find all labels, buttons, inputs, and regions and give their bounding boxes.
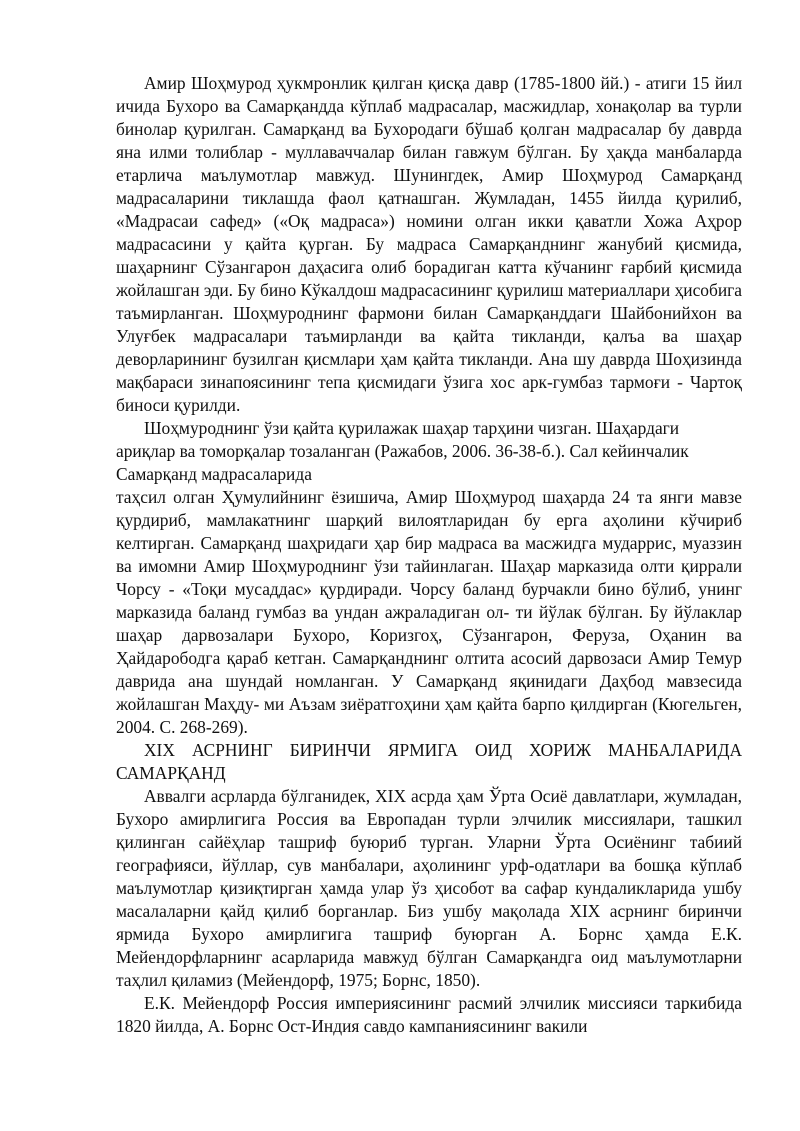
paragraph-foreign-missions: Аввалги асрларда бўлганидек, ХIХ асрда ҳам Ўрта Осиё давлатлари, жумладан, Бухоро амирлигига Россия ва Европадан турли элчилик миссиялари, ташкил қилинган сайёҳлар ташриф буюриб турган. Уларни Ўрта Осиёнинг табиий географияси, йўллар, сув манбалари, аҳолининг урф-одатлари ва бошқа кўплаб маълумотлар қизиқтирган ҳамда улар ўз ҳисобот ва сафар кундаликларида ушбу масалаларни қайд қилиб борганлар. Биз ушбу мақолада ХIХ асрнинг биринчи ярмида Бухоро амирлигига ташриф буюрган А. Борнс ҳамда Е.К. Мейендорфларнинг асарларида мавжуд бўлган Самарқандга оид маълумотларни таҳлил қиламиз (Мейендорф, 1975; Борнс, 1850).	[116, 786, 742, 990]
paragraph-shohmurod-reign: Амир Шоҳмурод ҳукмронлик қилган қисқа давр (1785-1800 йй.) - атиги 15 йил ичида Бухоро ва Самарқандда кўплаб мадрасалар, масжидлар, хонақолар ва турли бинолар қурилган. Самарқанд ва Бухородаги бўшаб қолган мадрасалар бу даврда яна илми толиблар - муллаваччалар билан гавжум бўлган. Бу ҳақда манбаларда етарлича маълумотлар мавжуд. Шунингдек, Амир Шоҳмурод Самарқанд мадрасаларини тиклашда фаол қатнашган. Жумладан, 1455 йилда қурилиб, «Мадрасаи сафед» («Оқ мадраса») номини олган икки қаватли Хожа Аҳрор мадрасасини у қайта қурган. Бу мадраса Самарқанднинг жанубий қисмида, шаҳарнинг Сўзангарон даҳасига олиб борадиган катта кўчанинг ғарбий қисмида жойлашган эди. Бу бино Кўкалдош мадрасасининг қурилиш материаллари ҳисобига таъмирланган. Шоҳмуроднинг фармони билан Самарқанддаги Шайбонийхон ва Улуғбек мадрасалари таъмирланди ва қайта тикланди, қалъа ва шаҳар деворларининг бузилган қисмлари ҳам қайта тикланди. Ана шу даврда Шоҳизинда мақбараси зинапоясининг тепа қисмидаги ўзига хос арк-гумбаз тармоғи - Чартоқ биноси қурилди.	[116, 73, 742, 415]
paragraph-humuli-account: таҳсил олган Ҳумулийнинг ёзишича, Амир Шоҳмурод шаҳарда 24 та янги мавзе қурдириб, мамлакатнинг шарқий вилоятларидан бу ерга аҳолини кўчириб келтирган. Самарқанд шаҳридаги ҳар бир мадраса ва масжидга мударрис, муаззин ва имомни Амир Шоҳмуроднинг ўзи тайинлаган. Шаҳар марказида олти қиррали Чорсу - «Тоқи мусаддас» қурдиради. Чорсу баланд бурчакли бино бўлиб, унинг марказида баланд гумбаз ва ундан ажраладиган ол- ти йўлак бўлган. Бу йўлаклар шаҳар дарвозалари Бухоро, Коризгоҳ, Сўзангарон, Феруза, Оҳанин ва Ҳайдарободга қараб кетган. Самарқанднинг олтита асосий дарвозаси Амир Темур даврида ана шундай номланган. У Самарқанд яқинидаги Даҳбод мавзесида жойлашган Маҳду- ми Аъзам зиёратгоҳини ҳам қайта барпо қилдирган (Кюгельген, 2004. С. 268-269).	[116, 487, 742, 737]
paragraph-meyendorf-burnes: Е.К. Мейендорф Россия империясининг расмий элчилик миссияси таркибида 1820 йилда, А. Борнс Ост-Индия савдо кампаниясининг вакили	[116, 993, 742, 1036]
section-heading: ХIХ АСРНИНГ БИРИНЧИ ЯРМИГА ОИД ХОРИЖ МАНБАЛАРИДА САМАРҚАНД	[116, 740, 742, 783]
paragraph-city-plan: Шоҳмуроднинг ўзи қайта қурилажак шаҳар тарҳини чизган. Шаҳардаги ариқлар ва томорқалар тозаланган (Ражабов, 2006. 36-38-б.). Сал кейинчалик Самарқанд мадрасаларида	[116, 418, 689, 484]
